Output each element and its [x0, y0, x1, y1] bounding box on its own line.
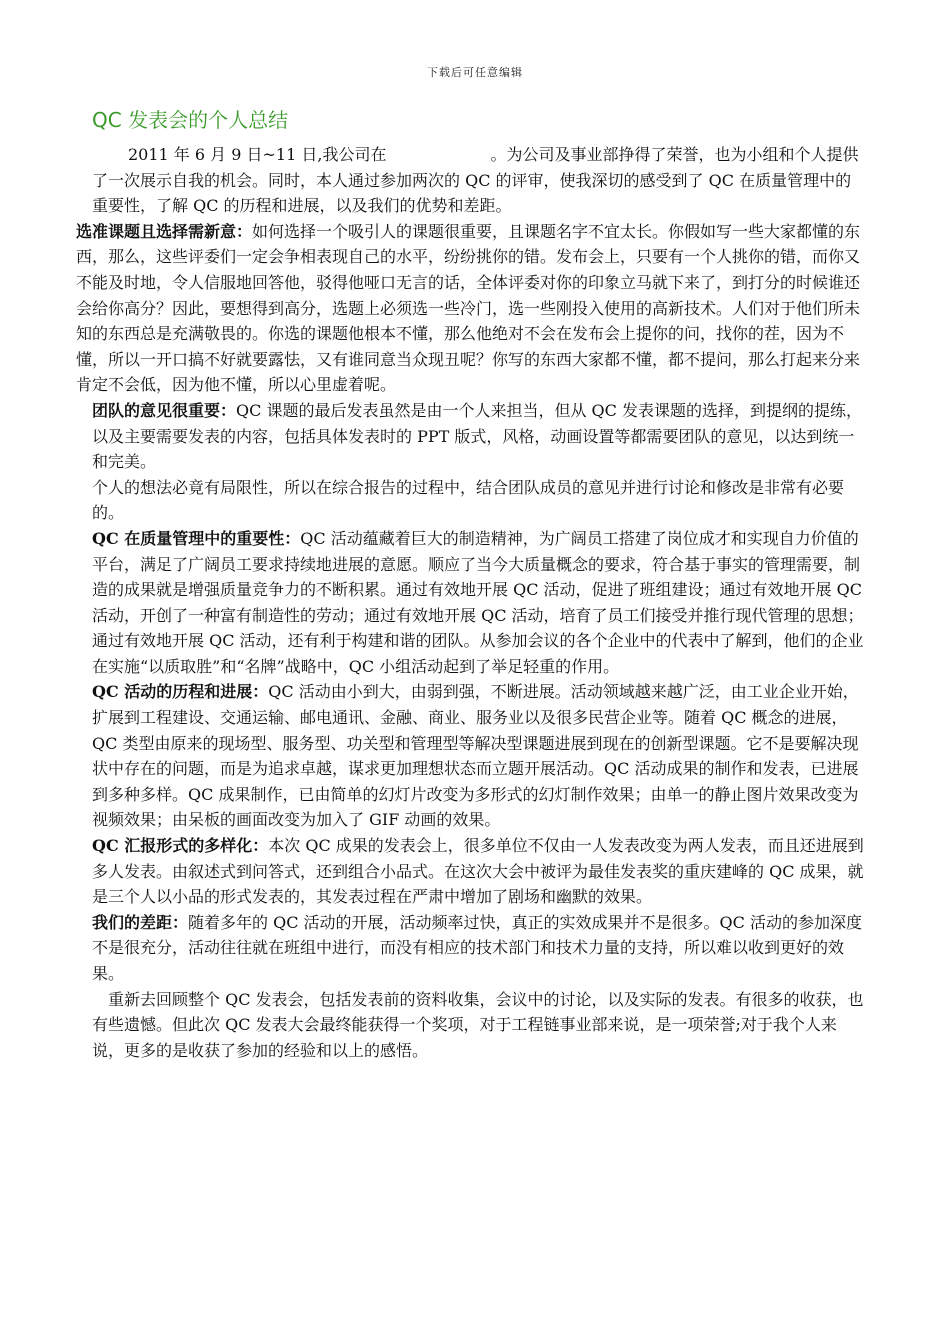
- section-text: QC 课题的最后发表虽然是由一个人来担当，但从 QC 发表课题的选择，到提纲的提练，以及主要需要发表的内容，包括具体发表时的 PPT 版式，风格，动画设置等都需要团队的意见，以达到统一和完美。: [92, 400, 862, 472]
- page-header-note: 下载后可任意编辑: [427, 66, 523, 79]
- document-body: [76, 142, 866, 1063]
- section-our-gap: [76, 910, 866, 987]
- intro-text-after: 。为公司及事业部挣得了荣誉，也为小组和个人提供了一次展示自我的机会。同时，本人通过参加两次的 QC 的评审，使我深切的感受到了 QC 在质量管理中的重要性，了解 QC 的历程和进展，以及我们的优势和差距。: [92, 145, 859, 216]
- section-label: QC 汇报形式的多样化：: [92, 836, 269, 856]
- section-topic-selection: [76, 219, 866, 398]
- section-label: 选准课题且选择需新意：: [76, 221, 253, 241]
- closing-paragraph: 重新去回顾整个 QC 发表会，包括发表前的资料收集，会议中的讨论，以及实际的发表。有很多的收获，也有些遗憾。但此次 QC 发表大会最终能获得一个奖项，对于工程链事业部来说，是一项荣誉;对于我个人来说，更多的是收获了参加的经验和以上的感悟。: [92, 989, 864, 1060]
- section-report-forms: [76, 833, 866, 910]
- section-label: 我们的差距：: [92, 912, 189, 932]
- section-text: 随着多年的 QC 活动的开展，活动频率过快，真正的实效成果并不是很多。QC 活动的参加深度不是很充分，活动往往就在班组中进行，而没有相应的技术部门和技术力量的支持，所以难以收到更好的效果。: [92, 912, 862, 983]
- section-text: 个人的想法必竟有局限性，所以在综合报告的过程中，结合团队成员的意见并进行讨论和修改是非常有必要的。: [92, 477, 845, 523]
- section-personal-limits: [76, 475, 866, 526]
- section-team-opinion: [76, 398, 866, 475]
- section-text: QC 活动由小到大，由弱到强，不断进展。活动领域越来越广泛，由工业企业开始，扩展到工程建设、交通运输、邮电通讯、金融、商业、服务业以及很多民营企业等。随着 QC 概念的进展，QC 类型由原来的现场型、服务型、功关型和管理型等解决型课题进展到现在的创新型课题。它不是要解决现状中存在的问题，而是为追求卓越，谋求更加理想状态而立题开展活动。QC 活动成果的制作和发表，已进展到多种多样。QC 成果制作，已由简单的幻灯片改变为多形式的幻灯制作效果；由单一的静止图片效果改变为视频效果；由呆板的画面改变为加入了 GIF 动画的效果。: [92, 682, 859, 830]
- section-text: QC 活动蕴藏着巨大的制造精神，为广阔员工搭建了岗位成才和实现自力价值的平台，满足了广阔员工要求持续地进展的意愿。顺应了当今大质量概念的要求，符合基于事实的管理需要，制造的成果就是增强质量竞争力的不断积累。通过有效地开展 QC 活动，促进了班组建设；通过有效地开展 QC 活动，开创了一种富有制造性的劳动；通过有效地开展 QC 活动，培育了员工们接受并推行现代管理的思想；通过有效地开展 QC 活动，还有利于构建和谐的团队。从参加会议的各个企业中的代表中了解到，他们的企业在实施“以质取胜”和“名牌”战略中，QC 小组活动起到了举足轻重的作用。: [92, 528, 864, 676]
- section-text: 如何选择一个吸引人的课题很重要，且课题名字不宜太长。你假如写一些大家都懂的东西，那么，这些评委们一定会争相表现自己的水平，纷纷挑你的错。发布会上，只要有一个人挑你的错，而你又不能及时地，令人信服地回答他，驳得他哑口无言的话，全体评委对你的印象立马就下来了，到打分的时候谁还会给你高分？因此，要想得到高分，选题上必须选一些冷门，选一些刚投入使用的高新技术。人们对于他们所未知的东西总是充满敬畏的。你选的课题他根本不懂，那么他绝对不会在发布会上提你的问，找你的茬，因为不懂，所以一开口搞不好就要露怯，又有谁同意当众现丑呢？你写的东西大家都不懂，都不提问，那么打起来分来肯定不会低，因为他不懂，所以心里虚着呢。: [76, 221, 861, 395]
- section-text: 本次 QC 成果的发表会上，很多单位不仅由一人发表改变为两人发表，而且还进展到多人发表。由叙述式到问答式，还到组合小品式。在这次大会中被评为最佳发表奖的重庆建峰的 QC 成果，就是三个人以小品的形式发表的，其发表过程在严肃中增加了剧场和幽默的效果。: [92, 836, 864, 907]
- section-label: QC 在质量管理中的重要性：: [92, 528, 301, 548]
- intro-paragraph: [76, 142, 866, 219]
- section-label: QC 活动的历程和进展：: [92, 682, 269, 702]
- document-title: QC 发表会的个人总结: [92, 108, 289, 132]
- section-qc-importance: [76, 526, 866, 680]
- section-label: 团队的意见很重要：: [92, 400, 237, 420]
- intro-text-before: 2011 年 6 月 9 日~11 日,我公司在: [128, 145, 387, 164]
- section-qc-history: [76, 679, 866, 833]
